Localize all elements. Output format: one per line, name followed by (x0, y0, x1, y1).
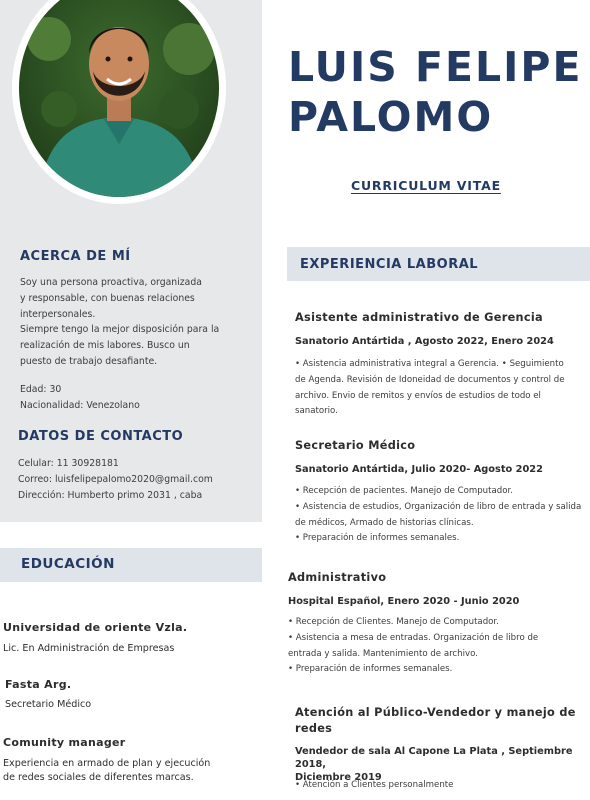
job-title (295, 705, 576, 737)
job-place: Sanatorio Antártida, Julio 2020- Agosto 2022 (295, 464, 543, 475)
job-title: Asistente administrativo de Gerencia (295, 311, 543, 324)
job-desc-line: • Preparación de informes semanales. (295, 533, 460, 544)
about-title: ACERCA DE MÍ (20, 249, 131, 264)
name-line-2: PALOMO (288, 93, 494, 141)
contact-list (18, 456, 258, 504)
name-line-1: LUIS FELIPE (288, 43, 583, 91)
job-description (295, 484, 581, 547)
job-desc-line: de Agenda. Revisión de Idoneidad de documentos y control de (295, 374, 565, 385)
job-title-line: redes (295, 722, 333, 735)
contact-address: Dirección: Humberto primo 2031 , caba (18, 490, 203, 501)
contact-title: DATOS DE CONTACTO (18, 429, 184, 444)
education-school: Comunity manager (3, 736, 126, 749)
job-desc-line: • Preparación de informes semanales. (288, 664, 453, 675)
job-desc-line: • Asistencia de estudios, Organización de libro de entrada y salida (295, 501, 582, 512)
job-place: Sanatorio Antártida , Agosto 2022, Enero 2024 (295, 336, 554, 347)
education-title: EDUCACIÓN (21, 556, 115, 572)
education-degree-line: Experiencia en armado de plan y ejecución (3, 758, 211, 769)
education-degree-line: de redes sociales de diferentes marcas. (3, 772, 194, 783)
about-line: Siempre tengo la mejor disposición para la (20, 324, 220, 336)
job-place-line: Diciembre 2019 (295, 772, 382, 783)
job-place: Hospital Español, Enero 2020 - Junio 2020 (288, 596, 520, 607)
contact-phone: Celular: 11 30928181 (18, 458, 119, 469)
about-age: Edad: 30 (20, 384, 62, 395)
about-line: y responsable, con buenas relaciones (20, 292, 195, 304)
about-text (20, 275, 250, 370)
about-line: Soy una persona proactiva, organizada (20, 277, 202, 288)
about-line: interpersonales. (20, 308, 96, 320)
job-desc-line: archivo. Envio de remitos y envíos de estudios de todo el (295, 390, 541, 401)
about-line: puesto de trabajo desafiante. (20, 355, 158, 367)
cv-subtitle: CURRICULUM VITAE (351, 178, 501, 193)
contact-email: Correo: luisfelipepalomo2020@gmail.com (18, 474, 213, 485)
job-description (295, 778, 453, 794)
education-degree: Secretario Médico (5, 699, 92, 710)
job-desc-line: sanatorio. (295, 406, 338, 417)
education-school: Universidad de oriente Vzla. (3, 621, 188, 634)
job-desc-line: • Asistencia administrativa integral a Gerencia. • Seguimiento (295, 359, 564, 369)
job-desc-line: • Atención a Clientes personalmente (295, 780, 454, 790)
experience-title: EXPERIENCIA LABORAL (300, 257, 479, 272)
job-desc-line: entrada y salida. Mantenimiento de archivo. (288, 648, 478, 659)
education-degree: Lic. En Administración de Empresas (3, 643, 175, 654)
job-description (288, 615, 538, 678)
job-title: Administrativo (288, 571, 387, 584)
job-desc-line: • Recepción de Clientes. Manejo de Computador. (288, 617, 499, 627)
about-nationality: Nacionalidad: Venezolano (20, 400, 140, 411)
education-degree (3, 757, 210, 785)
job-desc-line: • Asistencia a mesa de entradas. Organización de libro de (288, 632, 539, 643)
candidate-name (288, 42, 582, 142)
education-school: Fasta Arg. (5, 678, 72, 691)
about-line: realización de mis labores. Busco un (20, 340, 190, 352)
job-place-line: Vendedor de sala Al Capone La Plata , Septiembre 2018, (295, 746, 573, 770)
job-title: Secretario Médico (295, 439, 416, 452)
job-description (295, 357, 565, 420)
job-title-line: Atención al Público-Vendedor y manejo de (295, 706, 576, 719)
job-desc-line: de médicos, Armado de historias clínicas. (295, 517, 474, 528)
job-desc-line: • Recepción de pacientes. Manejo de Computador. (295, 486, 513, 496)
